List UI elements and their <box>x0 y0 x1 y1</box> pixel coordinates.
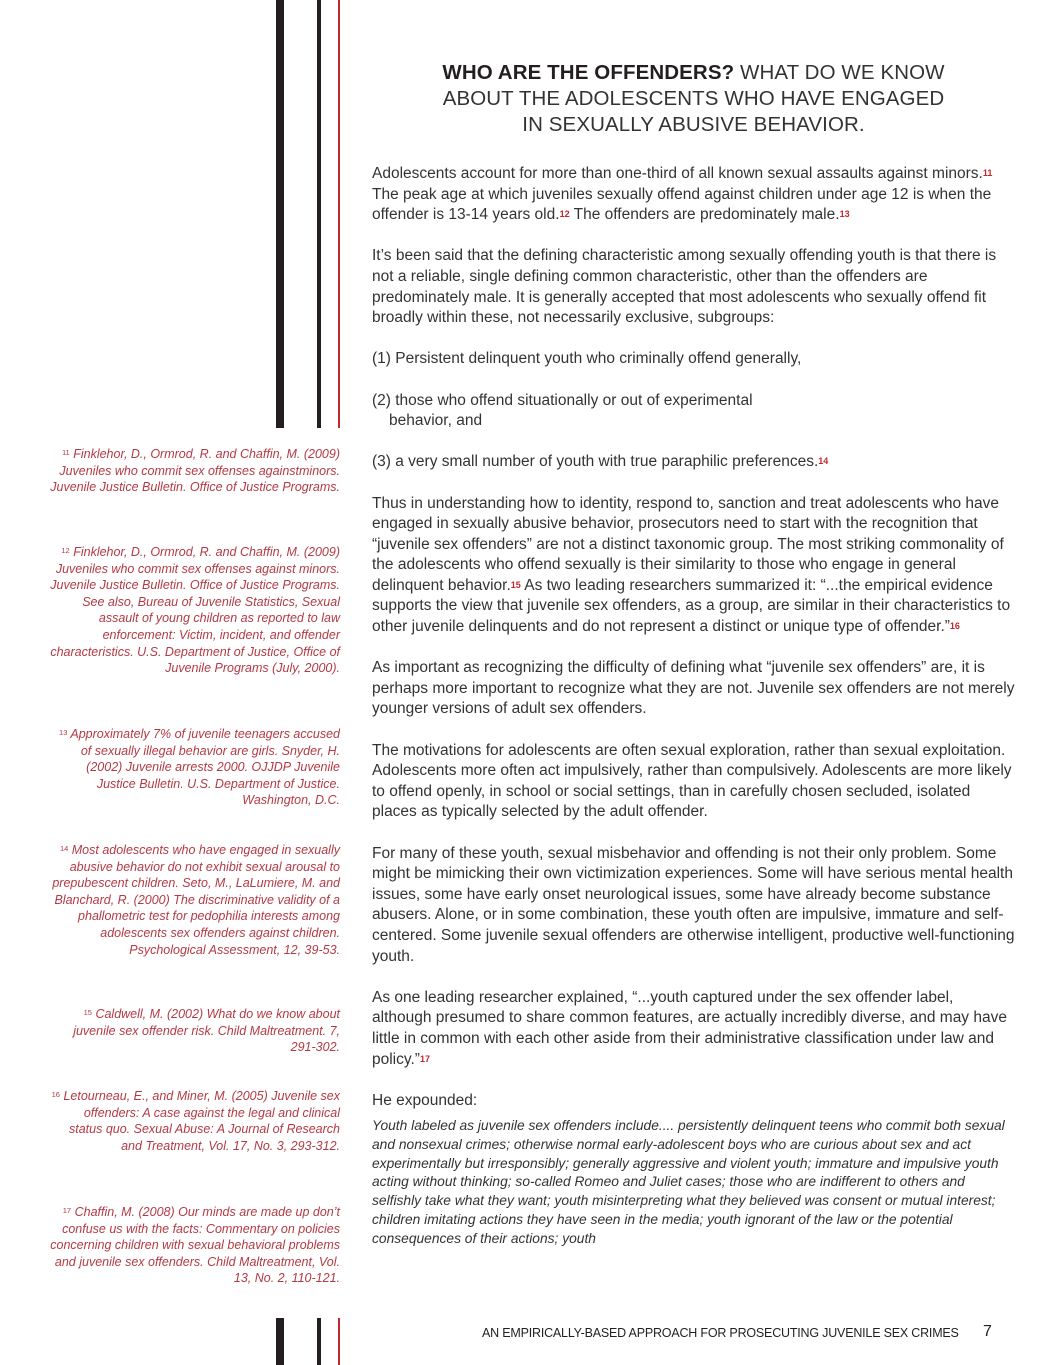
footnote-13: $^{13}$ Approximately 7% of juvenile teenagers accused of sexually illegal behavior are girls. Snyder, H. (2002) Juvenile arrests 2000. OJJDP Juvenile Justice Bulletin. U.S. Department of Justice. Washington, D.C. <box>59 727 340 808</box>
decorative-bar-thin-bottom <box>317 1318 321 1365</box>
section-heading <box>400 60 987 138</box>
decorative-bar-thin-top <box>317 0 321 428</box>
paragraph-7: As one leading researcher explained, “...youth captured under the sex offender label, although presumed to share common features, are actually incredibly diverse, and may have little in common with each other aside from their administrative classification under law and policy.”$^{17}$ <box>372 988 1007 1068</box>
footnote-14: $^{14}$ Most adolescents who have engaged in sexually abusive behavior do not exhibit sexual arousal to prepubescent children. Seto, M., LaLumiere, M. and Blanchard, R. (2000) The discriminative validity of a phallometric test for pedophilia interests among adolescents sex offenders against children. Psychological Assessment, 12, 39-53. <box>52 843 340 957</box>
footnote-ref-12[interactable]: 12 <box>559 209 570 220</box>
footnote-16: $^{16}$ Letourneau, E., and Miner, M. (2005) Juvenile sex offenders: A case against the legal and clinical status quo. Sexual Abuse: A Journal of Research and Treatment, Vol. 17, No. 3, 293-312. <box>51 1089 340 1153</box>
list-item-2: (2) those who offend situationally or out of experimental behavior, and <box>372 391 753 430</box>
block-quote: Youth labeled as juvenile sex offenders include.... persistently delinquent teens who commit both sexual and nonsexual crimes; otherwise normal early-adolescent boys who are curious about sex and act experimentally but irresponsibly; generally aggressive and violent youth; immature and impulsive youth acting without thinking; so-called Romeo and Juliet cases; those who are indifferent to others and selfishly take what they want; youth misinterpreting what they believed was consent or mutual interest; children imitating actions they have seen in the media; youth ignorant of the law or the potential consequences of their actions; youth <box>372 1118 1005 1246</box>
decorative-bar-red-top <box>338 0 340 428</box>
footnote-ref-17[interactable]: 17 <box>419 1053 430 1064</box>
paragraph-5: The motivations for adolescents are often sexual exploration, rather than sexual exploitation. Adolescents more often act impulsively, rather than compulsively. Adolescents are more likely to offend openly, in school or social settings, than in carefully chosen secluded, isolated places as typically selected by the adult offender. <box>372 741 1012 821</box>
paragraph-2: It’s been said that the defining characteristic among sexually offending youth is that there is not a reliable, single defining common characteristic, other than the offenders are predominately male. It is generally accepted that most adolescents who sexually offend fit broadly within these, not necessarily exclusive, subgroups: <box>372 247 997 327</box>
heading-line1: WHAT DO WE KNOW <box>734 61 945 84</box>
footnote-ref-16[interactable]: 16 <box>949 621 960 632</box>
paragraph-1: Adolescents account for more than one-third of all known sexual assaults against minors.$^{11}$ The peak age at which juveniles sexually offend against children under age 12 is when the offender is 13-14 years old.$^{12}$ The offenders are predominately male.$^{13}$ <box>372 165 993 224</box>
heading-line3: IN SEXUALLY ABUSIVE BEHAVIOR. <box>522 113 865 136</box>
list-item-1: (1) Persistent delinquent youth who criminally offend generally, <box>372 350 802 368</box>
footnote-11: $^{11}$ Finklehor, D., Ormrod, R. and Chaffin, M. (2009) Juveniles who commit sex offenses againstminors. Juvenile Justice Bulletin. Office of Justice Programs. <box>50 447 340 495</box>
page-number: 7 <box>983 1323 992 1340</box>
footnote-ref-15[interactable]: 15 <box>510 579 521 590</box>
footnote-ref-13[interactable]: 13 <box>839 209 850 220</box>
heading-line2: ABOUT THE ADOLESCENTS WHO HAVE ENGAGED <box>442 87 945 110</box>
paragraph-3: Thus in understanding how to identity, respond to, sanction and treat adolescents who have engaged in sexually abusive behavior, prosecutors need to start with the recognition that “juvenile sex offenders” are not a distinct taxonomic group. The most striking commonality of the adolescents who offend sexually is their similarity to those who engage in general delinquent behavior.$^{15}$ As two leading researchers summarized it: “...the empirical evidence supports the view that juvenile sex offenders, as a group, are similar in their characteristics to other juvenile delinquents and do not represent a distinct or unique type of offender.”$^{16}$ <box>372 494 1011 636</box>
footnote-12: $^{12}$ Finklehor, D., Ormrod, R. and Chaffin, M. (2009) Juveniles who commit sex offenses against minors. Juvenile Justice Bulletin. Office of Justice Programs. See also, Bureau of Juvenile Statistics, Sexual assault of young children as reported to law enforcement: Victim, incident, and offender characteristics. U.S. Department of Justice, Office of Juvenile Programs (July, 2000). <box>50 545 340 676</box>
footnote-ref-11[interactable]: 11 <box>982 168 993 178</box>
footnote-17: $^{17}$ Chaffin, M. (2008) Our minds are made up don’t confuse us with the facts: Commentary on policies concerning children with sexual behavioral problems and juvenile sex offenders. Child Maltreatment, Vol. 13, No. 2, 110-121. <box>50 1205 340 1286</box>
decorative-bar-red-bottom <box>338 1318 340 1365</box>
running-footer: AN EMPIRICALLY-BASED APPROACH FOR PROSECUTING JUVENILE SEX CRIMES <box>482 1326 959 1340</box>
list-item-3: (3) a very small number of youth with true paraphilic preferences.$^{14}$ <box>372 453 829 471</box>
footnote-ref-14[interactable]: 14 <box>818 456 829 467</box>
decorative-bar-thick-bottom <box>276 1318 284 1365</box>
heading-bold: WHO ARE THE OFFENDERS? <box>442 61 735 84</box>
paragraph-6: For many of these youth, sexual misbehavior and offending is not their only problem. Some might be mimicking their own victimization experiences. Some will have serious mental health issues, some have early onset neurological issues, some have already become substance abusers. Alone, or in some combination, these youth often are impulsive, immature and self-centered. Some juvenile sexual offenders are otherwise intelligent, productive well-functioning youth. <box>372 844 1015 965</box>
decorative-bar-thick-top <box>276 0 284 428</box>
footnote-15: $^{15}$ Caldwell, M. (2002) What do we know about juvenile sex offender risk. Child Maltreatment. 7, 291-302. <box>73 1007 340 1055</box>
paragraph-8: He expounded: <box>372 1091 478 1109</box>
paragraph-4: As important as recognizing the difficulty of defining what “juvenile sex offenders” are, it is perhaps more important to recognize what they are not. Juvenile sex offenders are not merely younger versions of adult sex offenders. <box>372 659 1015 718</box>
main-body <box>372 164 1017 1269</box>
